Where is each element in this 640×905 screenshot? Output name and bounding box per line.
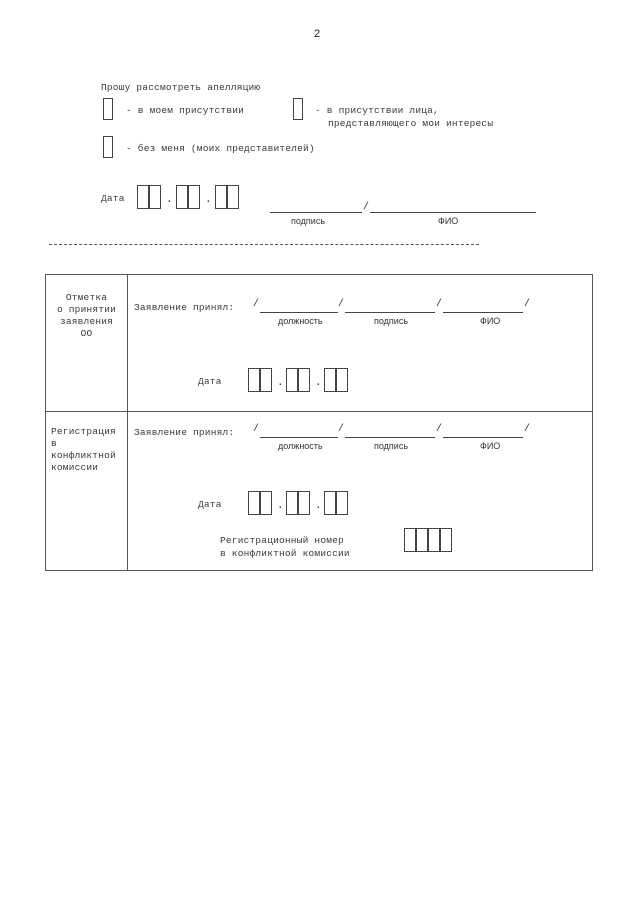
fio-caption: ФИО <box>480 441 501 451</box>
page-number: 2 <box>314 28 321 40</box>
accepted-by-label: Заявление принял: <box>134 302 235 313</box>
option-without-me-label: - без меня (моих представителей) <box>126 143 315 154</box>
signature-caption: подпись <box>374 316 409 326</box>
option-in-person-label: - в моем присутствии <box>126 105 245 116</box>
signature-caption: подпись <box>374 441 409 451</box>
fio-line[interactable] <box>370 212 536 213</box>
commission-registration-header: Регистрация в конфликтной комиссии <box>46 412 128 571</box>
position-caption: должность <box>278 441 323 451</box>
signature-line[interactable] <box>345 312 435 313</box>
oo-acceptance-cell: Заявление принял: / / / / должность подпись ФИО Дата . . <box>128 275 593 412</box>
accepted-by-label: Заявление принял: <box>134 427 235 438</box>
checkbox-representative[interactable] <box>293 98 303 120</box>
regnum-label-2: в конфликтной комиссии <box>220 548 350 559</box>
signature-line[interactable] <box>345 437 435 438</box>
commission-registration-cell: Заявление принял: / / / / должность подпись ФИО Дата . . Регистрационный номер в конфликтной комиссии <box>128 412 593 571</box>
date-label: Дата <box>198 499 222 510</box>
fio-caption: ФИО <box>480 316 501 326</box>
date-label: Дата <box>101 193 125 204</box>
fio-line[interactable] <box>443 437 523 438</box>
fio-line[interactable] <box>443 312 523 313</box>
position-line[interactable] <box>260 312 338 313</box>
checkbox-in-person[interactable] <box>103 98 113 120</box>
checkbox-without-me[interactable] <box>103 136 113 158</box>
cut-line <box>49 244 479 245</box>
date-label: Дата <box>198 376 222 387</box>
option-representative-label-2: представляющего мои интересы <box>328 118 494 129</box>
option-representative-label-1: - в присутствии лица, <box>315 105 439 116</box>
appeal-request-text: Прошу рассмотреть апелляцию <box>101 82 261 93</box>
position-line[interactable] <box>260 437 338 438</box>
regnum-label-1: Регистрационный номер <box>220 535 344 546</box>
fio-caption: ФИО <box>438 216 459 226</box>
signature-line[interactable] <box>270 212 362 213</box>
signature-caption: подпись <box>291 216 326 226</box>
position-caption: должность <box>278 316 323 326</box>
registration-table <box>45 274 593 571</box>
oo-acceptance-header: Отметка о принятии заявления ОО <box>46 275 128 412</box>
